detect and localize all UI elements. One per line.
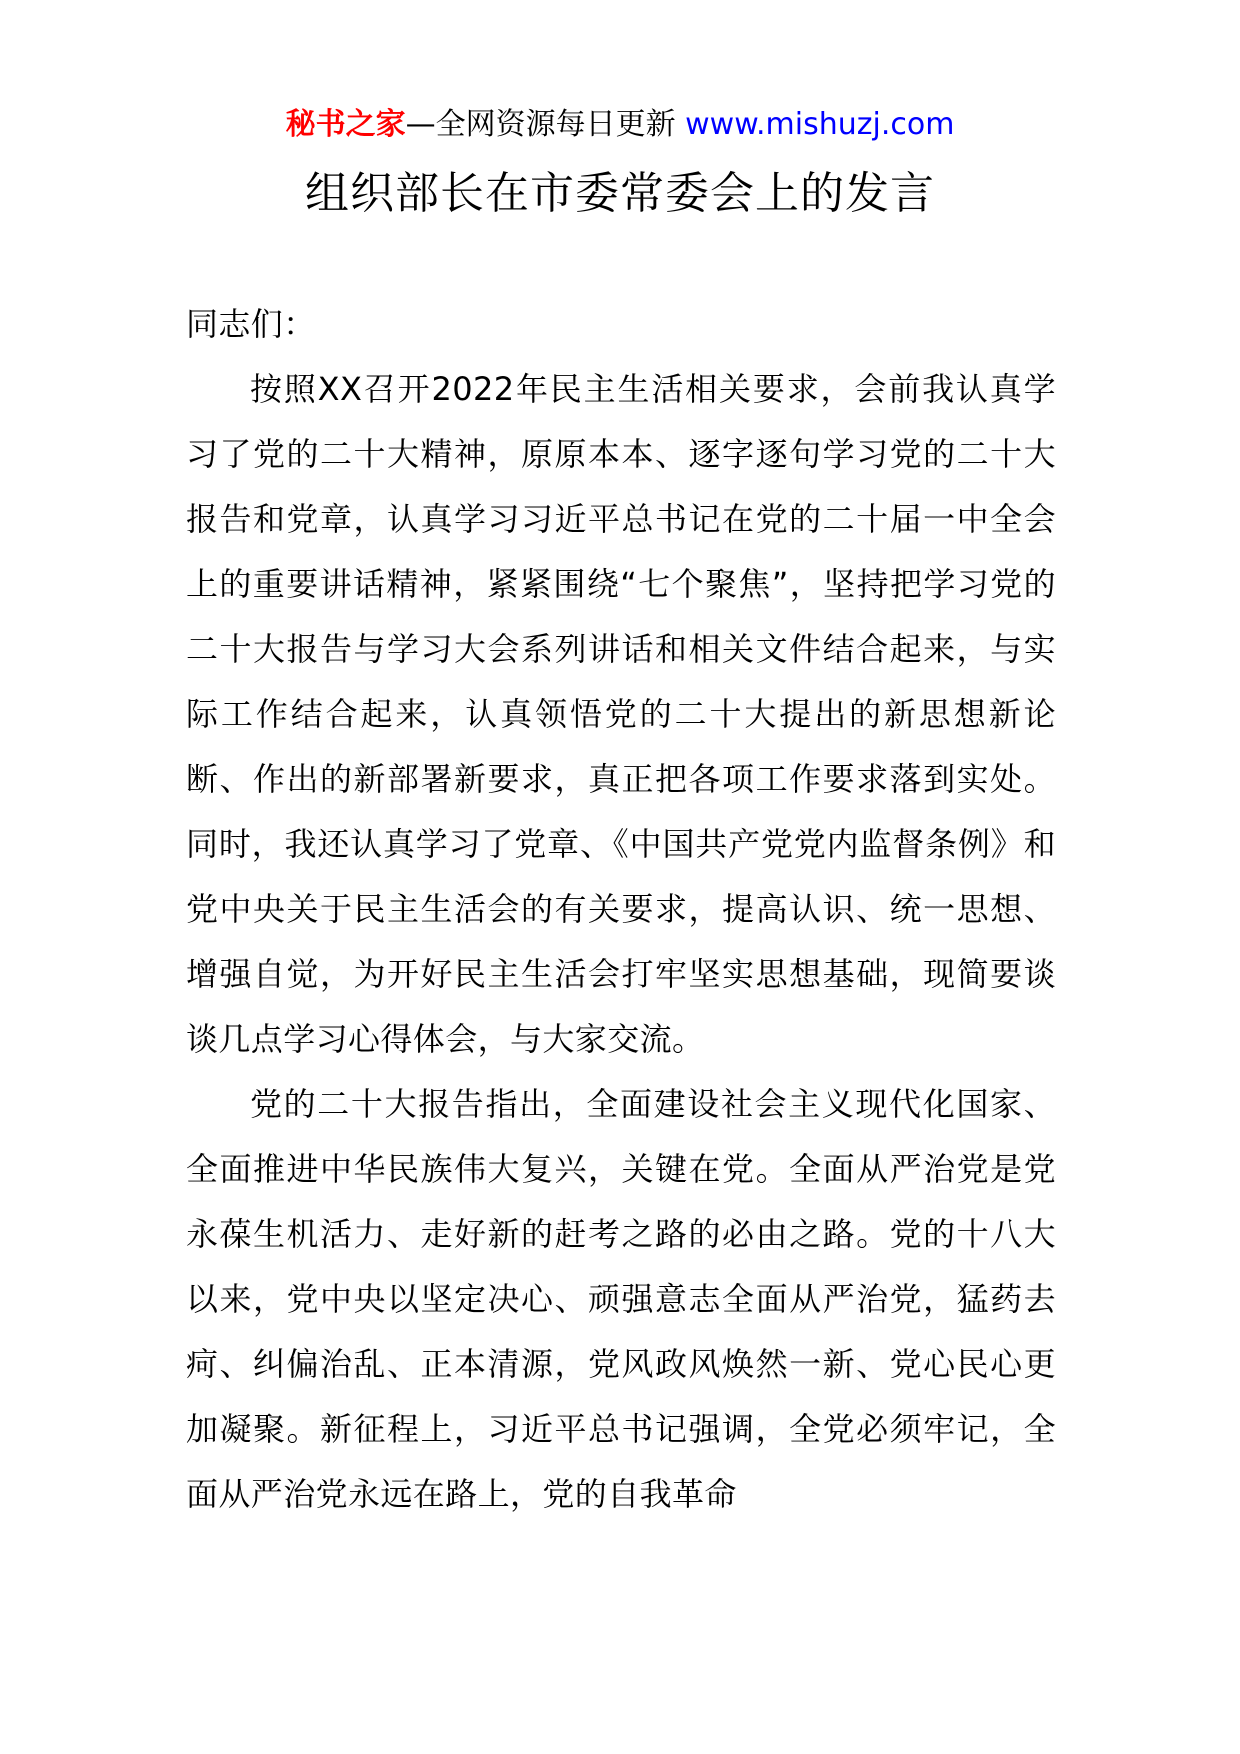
greeting: 同志们： <box>186 305 316 343</box>
header-tagline: —全网资源每日更新 <box>405 107 686 142</box>
paragraph-2: 党的二十大报告指出，全面建设社会主义现代化国家、全面推进中华民族伟大复兴，关键在党。全面从严治党是党永葆生机活力、走好新的赶考之路的必由之路。党的十八大以来，党中央以坚定决心、顽强意志全面从严治党，猛药去疴、纠偏治乱、正本清源，党风政风焕然一新、党心民心更加凝聚。新征程上，习近平总书记强调，全党必须牢记，全面从严治党永远在路上，党的自我革命 <box>186 1085 1056 1513</box>
site-header <box>0 103 1240 147</box>
document-body <box>186 292 1056 1527</box>
site-url-link[interactable]: www.mishuzj.com <box>685 107 955 142</box>
brand-name: 秘书之家 <box>285 107 406 142</box>
paragraph-1: 按照XX召开2022年民主生活相关要求，会前我认真学习了党的二十大精神，原原本本、逐字逐句学习党的二十大报告和党章，认真学习习近平总书记在党的二十届一中全会上的重要讲话精神，紧紧围绕“七个聚焦”，坚持把学习党的二十大报告与学习大会系列讲话和相关文件结合起来，与实际工作结合起来，认真领悟党的二十大提出的新思想新论断、作出的新部署新要求，真正把各项工作要求落到实处。同时，我还认真学习了党章、《中国共产党党内监督条例》和党中央关于民主生活会的有关要求，提高认识、统一思想、增强自觉，为开好民主生活会打牢坚实思想基础，现简要谈谈几点学习心得体会，与大家交流。 <box>186 370 1056 1058</box>
document-title: 组织部长在市委常委会上的发言 <box>305 168 935 219</box>
